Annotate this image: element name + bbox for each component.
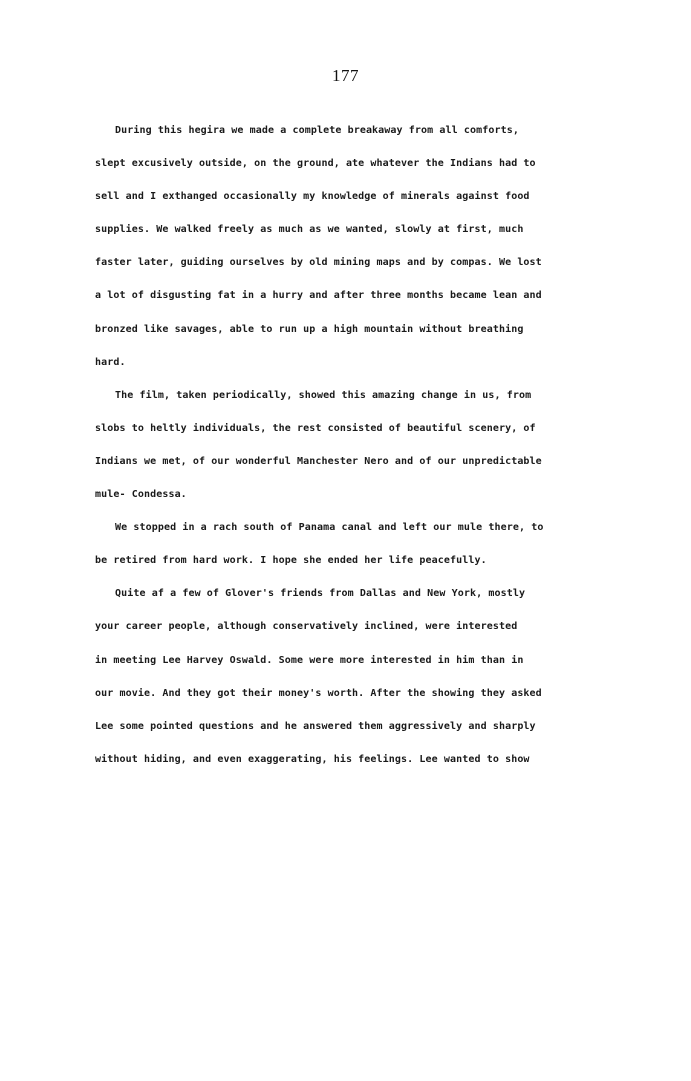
- text-line: During this hegira we made a complete breakaway from all comforts,: [115, 125, 519, 136]
- text-line: Lee some pointed questions and he answered them aggressively and sharply: [95, 720, 536, 732]
- text-line: slept excusively outside, on the ground, ate whatever the Indians had to: [95, 158, 536, 170]
- text-line: a lot of disgusting fat in a hurry and after three months became lean and: [95, 290, 542, 302]
- text-line: Quite af a few of Glover's friends from Dallas and New York, mostly: [115, 588, 526, 600]
- body-text: [95, 118, 615, 780]
- text-line: in meeting Lee Harvey Oswald. Some were more interested in him than in: [95, 654, 524, 666]
- text-line: supplies. We walked freely as much as we wanted, slowly at first, much: [95, 224, 524, 236]
- text-line: faster later, guiding ourselves by old mining maps and by compas. We lost: [95, 257, 542, 269]
- text-line: bronzed like savages, able to run up a high mountain without breathing: [95, 323, 524, 335]
- text-line: The film, taken periodically, showed this amazing change in us, from: [115, 389, 532, 401]
- text-line: hard.: [95, 356, 126, 368]
- text-line: Indians we met, of our wonderful Manchester Nero and of our unpredictable: [95, 455, 542, 467]
- text-line: We stopped in a rach south of Panama canal and left our mule there, to: [115, 522, 544, 534]
- text-line: your career people, although conservatively inclined, were interested: [95, 621, 518, 633]
- page-number: 177: [332, 66, 359, 85]
- text-line: sell and I exthanged occasionally my knowledge of minerals against food: [95, 191, 530, 203]
- text-line: mule- Condessa.: [95, 489, 187, 501]
- text-line: our movie. And they got their money's worth. After the showing they asked: [95, 687, 542, 699]
- text-line: slobs to heltly individuals, the rest consisted of beautiful scenery, of: [95, 422, 536, 434]
- text-line: be retired from hard work. I hope she ended her life peacefully.: [95, 555, 487, 567]
- text-line: without hiding, and even exaggerating, his feelings. Lee wanted to show: [95, 753, 530, 765]
